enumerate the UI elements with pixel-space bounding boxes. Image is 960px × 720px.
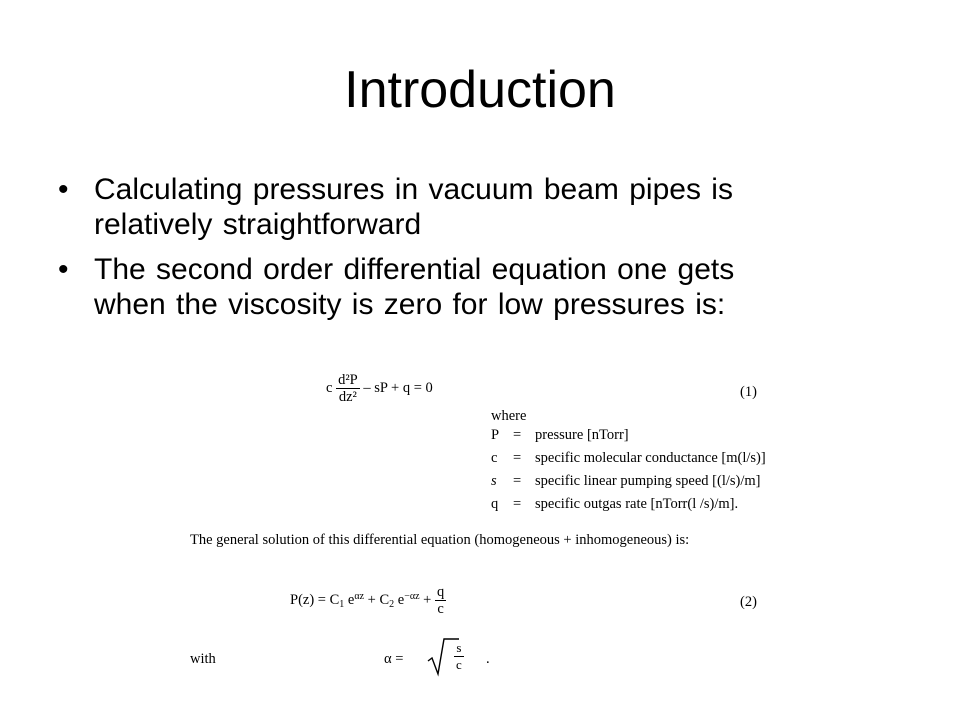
bullet-item (58, 252, 888, 322)
equation-2-number: (2) (740, 594, 757, 610)
definition-text: pressure [nTorr] (535, 427, 629, 443)
definition-symbol: c (491, 450, 498, 466)
definition-text: specific outgas rate [nTorr(l /s)/m]. (535, 496, 739, 512)
eq2-plus: + (419, 591, 435, 608)
eq2-e2: e (394, 591, 405, 608)
bullet-line: Calculating pressures in vacuum beam pipes is (94, 173, 733, 206)
eq2-c2-subscript: 2 (389, 598, 395, 610)
alpha-denominator: c (456, 657, 462, 672)
definition-row (491, 424, 766, 447)
equation-1 (326, 372, 433, 405)
definition-row (491, 470, 766, 493)
eq2-exponent-2: −αz (404, 590, 420, 602)
bullet-line: The second order differential equation one gets (94, 253, 735, 286)
alpha-frac (454, 640, 464, 673)
definition-equals: = (513, 473, 522, 489)
definition-row (491, 447, 766, 470)
definition-symbol: q (491, 496, 499, 512)
eq1-rest: – sP + q = 0 (363, 379, 433, 396)
eq1-prefix: c (326, 379, 333, 396)
with-label: with (190, 651, 216, 667)
definition-equals: = (513, 427, 522, 443)
alpha-numerator: s (454, 640, 464, 657)
eq2-e1: e (344, 591, 355, 608)
alpha-fraction (454, 640, 464, 673)
alpha-lhs: α = (384, 651, 404, 667)
eq2-fraction (435, 584, 446, 617)
eq1-denominator: dz² (338, 389, 357, 405)
definition-row (491, 493, 766, 516)
definitions-list (491, 424, 766, 516)
eq2-lhs: P(z) = C (290, 591, 340, 608)
general-solution-text: The general solution of this differential equation (homogeneous + inhomogeneous) is: (190, 532, 690, 548)
bullet-line: relatively straightforward (94, 208, 422, 241)
eq2-mid: + C (364, 591, 390, 608)
bullet-list (58, 172, 888, 332)
eq2-c1-subscript: 1 (339, 598, 345, 610)
bullet-line: when the viscosity is zero for low pressures is: (94, 288, 726, 321)
definition-symbol: s (491, 473, 497, 489)
definition-equals: = (513, 496, 522, 512)
bullet-dot-icon: • (58, 253, 69, 286)
definition-text: specific molecular conductance [m(l/s)] (535, 450, 766, 466)
equation-1-number: (1) (740, 384, 757, 400)
where-label: where (491, 408, 527, 424)
slide-title: Introduction (344, 61, 616, 119)
eq2-fraction-denominator: c (437, 601, 444, 617)
eq2-exponent-1: αz (354, 590, 365, 602)
definition-symbol: P (491, 427, 500, 443)
alpha-tail: . (486, 651, 490, 667)
bullet-item (58, 172, 888, 242)
eq2-fraction-numerator: q (436, 584, 445, 600)
definition-equals: = (513, 450, 522, 466)
bullet-dot-icon: • (58, 173, 69, 206)
equation-2 (290, 584, 446, 617)
eq1-fraction (336, 372, 360, 405)
eq1-numerator: d²P (338, 372, 358, 388)
definition-text: specific linear pumping speed [(l/s)/m] (535, 473, 761, 489)
